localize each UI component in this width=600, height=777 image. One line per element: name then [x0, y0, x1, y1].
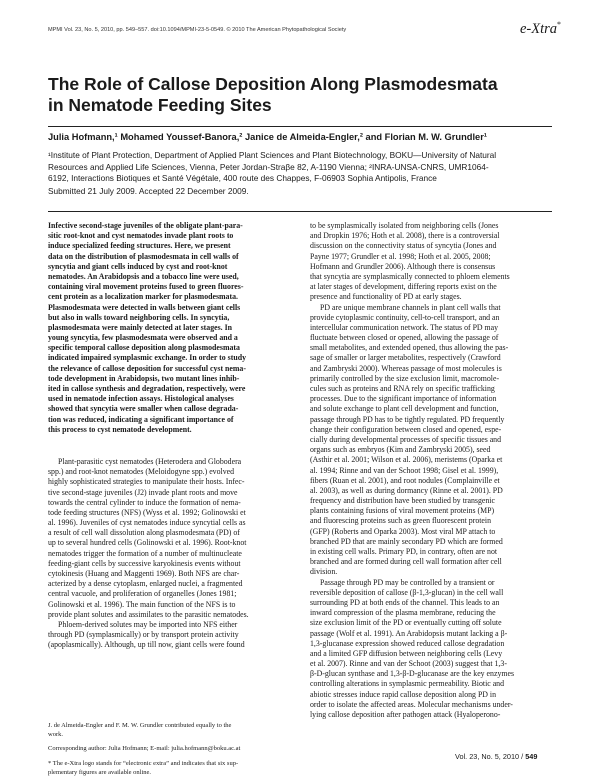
e-xtra-logo[interactable] [520, 20, 561, 38]
text-line: induce specialized feeding structures. Here, we present [48, 241, 231, 251]
text-line: ited in callose synthesis and degradation, respectively, were [48, 384, 246, 393]
text-line: tode development in Arabidopsis, two mutant lines inhib- [48, 373, 240, 383]
text-line: PD are unique membrane channels in plant cell walls that [320, 302, 501, 312]
affiliation-line: 6192, Interactions Biotiques et Santé Végétale, 400 route des Chappes, F-06903 Sophia Antipolis, France [48, 173, 437, 184]
text-line: Passage through PD may be controlled by a transient or [320, 577, 495, 587]
text-line: (GFP) (Roberts and Oparka 2003). Most viral MP attach to [310, 526, 496, 536]
text-line: branched PD that are mainly secondary PD which are formed [310, 536, 503, 546]
footnotes [48, 721, 293, 777]
text-line: provide plant solutes and assimilates to the parasitic nematodes. [48, 609, 249, 619]
text-line: and Zambryski 2000). Whereas passage of most molecules is [310, 363, 502, 373]
text-line: in existing cell walls. Primary PD, in contrary, often are not [310, 547, 498, 556]
text-line: size exclusion limit of the PD or eventually cutting off solute [310, 618, 502, 628]
text-line: cytokinesis (Huang and Maggenti 1969). Both NFS are char- [48, 569, 240, 578]
text-line: syncytia and giant cells induced by cyst and root-knot [48, 261, 228, 271]
text-line: a result of cell wall dissolution along plasmodesmata (PD) of [48, 528, 240, 538]
text-line: cially during developmental processes of specific tissues and [310, 434, 502, 444]
text-line: presence and functionality of PD at early stages. [310, 292, 462, 302]
text-line: abiotic stresses induce rapid callose deposition along PD in [310, 689, 497, 699]
text-line: this process to cyst nematode development. [48, 424, 192, 434]
text-line: primarily controlled by the size exclusion limit, macromole- [310, 373, 500, 383]
text-line: to be symplasmically isolated from neighboring cells (Jones [310, 221, 499, 230]
text-line: Plasmodesmata were detected in walls between giant cells [48, 302, 241, 312]
text-line: towards the central cylinder to induce the formation of nema- [48, 497, 241, 507]
text-line: spp.) and root-knot nematodes (Meloidogyne spp.) evolved [48, 467, 235, 477]
affiliations [48, 150, 552, 185]
text-line: the relevance of callose deposition for successful cyst nema- [48, 363, 246, 373]
text-line: branched and are formed during cell wall formation after cell [310, 557, 502, 567]
footnote-line: work. [48, 731, 63, 739]
text-line: fibers (Ruan et al. 2001), and root nodules (Complainville et [310, 475, 500, 485]
text-line: up to several hundred cells (Golinowski et al. 1996). Root-knot [48, 538, 247, 548]
affiliation-line: ¹Institute of Plant Protection, Department of Applied Plant Sciences and Plant Biotechnology, BOKU—University of Natural [48, 150, 497, 160]
abstract [48, 221, 293, 435]
text-line: passage through PD has to be tightly regulated. PD frequently [310, 414, 505, 424]
text-line: data on the distribution of plasmodesmata in cell walls of [48, 251, 239, 261]
text-line: cules such as proteins and RNA rely on specific trafficking [310, 384, 495, 393]
divider [48, 211, 552, 212]
text-line: plants containing fusions of viral movement proteins (MP) [310, 506, 495, 516]
text-line: Payne 1977; Grundler et al. 1998; Hoth et al. 2005, 2008; [310, 251, 491, 261]
text-line: small metabolites, and extended opened, thus allowing the pas- [310, 343, 509, 353]
text-line: 1,3-glucanase expression showed reduced callose degradation [310, 638, 505, 648]
text-line: young syncytia, few plasmodesmata were observed and a [48, 333, 238, 343]
text-line: highly sophisticated strategies to manipulate their hosts. Infec- [48, 477, 245, 487]
text-line: order to isolate the affected areas. Molecular mechanisms under- [310, 699, 513, 709]
text-line: intercellular communication network. The status of PD may [310, 322, 499, 332]
text-line: change their configuration between closed and opened, espe- [310, 424, 502, 434]
text-line: provide cytoplasmic continuity, cell-to-cell transport, and an [310, 312, 500, 322]
logo-mark: * [557, 20, 562, 29]
text-line: and fluorescing proteins such as green fluorescent protein [310, 516, 491, 526]
text-line: (apoplasmically). Although, up till now, giant cells were found [48, 640, 245, 650]
footer-separator: / [519, 752, 526, 761]
title-line: The Role of Callose Deposition Along Plasmodesmata [48, 74, 498, 94]
text-line: Plant-parasitic cyst nematodes (Heterodera and Globodera [58, 456, 242, 466]
text-line: frequency and distribution have been studied by transgenic [310, 496, 495, 506]
text-line: cent protein as a localization marker for plasmodesmata. [48, 292, 238, 302]
text-line: reversible deposition of callose (β-1,3-glucan) in the cell wall [310, 587, 504, 597]
text-line: organs such as embryos (Kim and Zambryski 2005), seed [310, 445, 491, 455]
text-line: (Asthir et al. 2001; Wilson et al. 2006), meristems (Oparka et [310, 455, 503, 465]
text-line: through PD (symplasmically) or by transport protein activity [48, 630, 239, 640]
text-line: al. 1996). Juveniles of cyst nematodes induce syncytial cells as [48, 518, 246, 528]
text-line: al. 1994; Rinne and van der Schoot 1998; Gisel et al. 1999), [310, 465, 499, 475]
text-line: specific temporal callose deposition along plasmodesmata [48, 343, 240, 353]
article-title [48, 74, 498, 116]
text-line: and solute exchange to plant cell development and function, [310, 404, 499, 414]
text-line: passage (Wolf et al. 1991). An Arabidopsis mutant lacking a β- [310, 628, 508, 638]
text-line: tode feeding structures (NFS) (Wyss et al. 1992; Golinowski et [48, 507, 246, 517]
text-line: tion was reduced, indicating a significant importance of [48, 414, 234, 424]
logo-text: e-Xtra [520, 20, 558, 37]
page-number: 549 [525, 752, 538, 761]
introduction-left [48, 457, 293, 651]
text-line: al. 2003), as well as during dormancy (Rinne et al. 2001). PD [310, 485, 503, 495]
text-line: showed that syncytia were smaller when callose degrada- [48, 404, 239, 414]
text-line: fluctuate between closed or opened, allowing the passage of [310, 333, 499, 343]
footnote-line: * The e-Xtra logo stands for “electronic extra” and indicates that six sup- [48, 759, 239, 767]
text-line: acterized by a dense cytoplasm, enlarged nuclei, a fragmented [48, 579, 243, 589]
text-line: sitic root-knot and cyst nematodes invade plant roots to [48, 231, 234, 241]
text-line: processes. Due to the significant importance of information [310, 394, 497, 404]
affiliation-line: Resources and Applied Life Sciences, Vienna, Peter Jordan-Straβe 82, A-1190 Vienna; ²INRA-UNSA-CNRS, UMR1064- [48, 161, 489, 172]
text-line: sage of smaller or larger metabolites, respectively (Crawford [310, 353, 501, 363]
author-list: Julia Hofmann,¹ Mohamed Youssef-Banora,² Janice de Almeida-Engler,² and Florian M. W. Grundler¹ [48, 132, 487, 142]
text-line: and Dropkin 1976; Hoth et al. 2008), there is a controversial [310, 231, 500, 241]
text-line: plasmodesmata were mainly detected at later stages. In [48, 322, 233, 332]
text-line: division. [310, 567, 338, 577]
text-line: nematodes. An Arabidopsis and a tobacco line were used, [48, 271, 239, 281]
text-line: discussion on the connectivity status of syncytia (Jones and [310, 241, 497, 251]
text-line: Golinowski et al. 1996). The main function of the NFS is to [48, 599, 236, 609]
text-line: β-D-glucan synthase and 1,3-β-D-glucanase are the key enzymes [310, 669, 514, 679]
text-line: Hofmann and Grundler 2006). Although there is consensus [310, 261, 496, 271]
divider [48, 126, 552, 127]
footnote-line: J. de Almeida-Engler and F. M. W. Grundler contributed equally to the [48, 722, 232, 729]
page-footer [455, 752, 537, 761]
text-line: controlling alterations in symplasmic permeability. Biotic and [310, 679, 505, 689]
text-line: but also in walls toward neighboring cells. In syncytia, [48, 312, 230, 322]
footnote-line: plementary figures are available online. [48, 768, 152, 776]
text-line: lying callose deposition after pathogen attack (Hyaloperono- [310, 710, 501, 719]
footnote-line: Corresponding author: Julia Hofmann; E-mail: julia.hofmann@boku.ac.at [48, 745, 241, 753]
title-line: in Nematode Feeding Sites [48, 95, 272, 115]
text-line: surrounding PD at both ends of the channel. This leads to an [310, 597, 500, 607]
text-line: that syncytia are symplasmically connected to phloem elements [310, 271, 510, 281]
text-line: central vacuole, and proliferation of organelles (Jones 1981; [48, 589, 237, 599]
text-line: Phloem-derived solutes may be imported into NFS either [58, 619, 238, 629]
text-line: Infective second-stage juveniles of the obligate plant-para- [48, 221, 243, 230]
text-line: at later stages of development, differing reports exist on the [310, 282, 497, 292]
introduction-right [310, 221, 553, 720]
text-line: feeding-giant cells by successive karyokinesis events without [48, 558, 241, 568]
footer-volume: Vol. 23, No. 5, 2010 [455, 752, 520, 761]
text-line: indicated impaired symplasmic exchange. In order to study [48, 353, 246, 363]
left-column [48, 221, 293, 651]
right-column [310, 221, 553, 720]
text-line: containing viral movement proteins fused to green fluores- [48, 282, 244, 292]
text-line: inward compression of the plasma membrane, reducing the [310, 608, 496, 618]
text-line: nematodes trigger the formation of a number of multinucleate [48, 548, 242, 558]
journal-header: MPMI Vol. 23, No. 5, 2010, pp. 549–557. doi:10.1094/MPMI-23-5-0549. © 2010 The American Phytopathological Society [48, 27, 347, 33]
submission-dates: Submitted 21 July 2009. Accepted 22 December 2009. [48, 186, 249, 196]
text-line: et al. 2007). Rinne and van der Schoot (2003) suggest that 1,3- [310, 659, 507, 669]
text-line: and a limited GFP diffusion between neighboring cells (Levy [310, 648, 503, 658]
text-line: tive second-stage juveniles (J2) invade plant roots and move [48, 487, 238, 497]
text-line: used in nematode infection assays. Histological analyses [48, 394, 234, 404]
